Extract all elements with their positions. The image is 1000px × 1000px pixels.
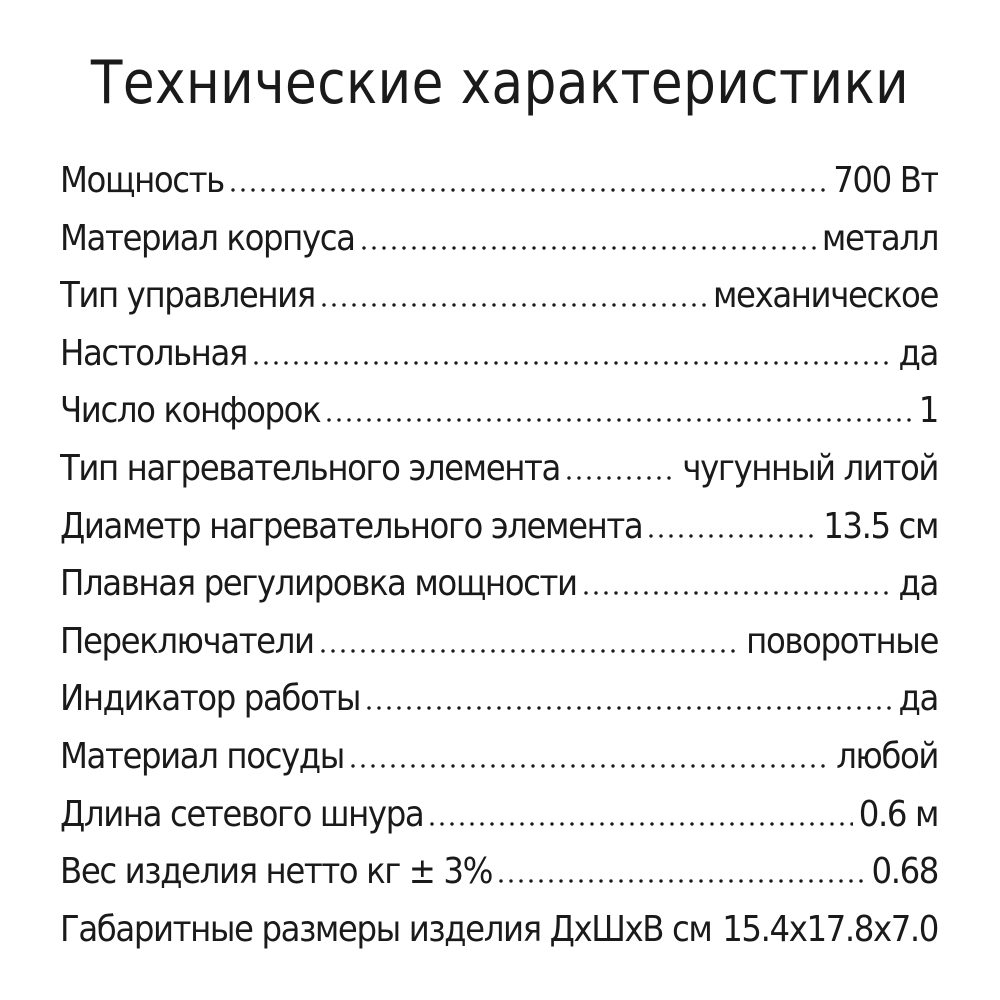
spec-label: Число конфорок xyxy=(60,390,321,432)
dot-leader xyxy=(324,418,913,422)
spec-row-cord-length xyxy=(60,786,938,844)
spec-row-tabletop xyxy=(60,325,938,383)
spec-row-control-type xyxy=(60,267,938,325)
spec-row-switches xyxy=(60,613,938,671)
spec-label: Материал корпуса xyxy=(60,217,355,259)
spec-label: Настольная xyxy=(60,332,247,374)
spec-row-heating-element-type xyxy=(60,440,938,498)
spec-value: металл xyxy=(821,217,938,259)
spec-row-cookware-material xyxy=(60,728,938,786)
dot-leader xyxy=(715,937,716,941)
spec-value: 0.68 xyxy=(871,851,938,893)
spec-value: да xyxy=(898,678,938,720)
spec-label: Материал посуды xyxy=(60,735,344,777)
dot-leader xyxy=(348,764,830,768)
spec-label: Индикатор работы xyxy=(60,678,361,720)
spec-list xyxy=(60,152,938,958)
spec-row-power xyxy=(60,152,938,210)
dot-leader xyxy=(228,188,827,192)
spec-label: Диаметр нагревательного элемента xyxy=(60,505,643,547)
spec-value: поворотные xyxy=(746,620,938,662)
spec-label: Тип управления xyxy=(60,275,315,317)
dot-leader xyxy=(251,361,893,365)
dot-leader xyxy=(319,303,707,307)
dot-leader xyxy=(646,534,817,538)
spec-row-body-material xyxy=(60,210,938,268)
spec-value: 13.5 см xyxy=(823,505,938,547)
spec-row-smooth-power-control xyxy=(60,555,938,613)
spec-label: Вес изделия нетто кг ± 3% xyxy=(60,851,492,893)
dot-leader xyxy=(581,591,893,595)
spec-value: чугунный литой xyxy=(682,447,938,489)
dot-leader xyxy=(364,706,893,710)
spec-row-dimensions xyxy=(60,901,938,959)
spec-row-burner-count xyxy=(60,382,938,440)
spec-value: 0.6 м xyxy=(858,793,938,835)
spec-row-heating-element-diameter xyxy=(60,498,938,556)
page-title: Технические характеристики xyxy=(90,48,910,118)
spec-label: Габаритные размеры изделия ДхШхВ см xyxy=(60,908,712,950)
spec-value: любой xyxy=(836,735,938,777)
dot-leader xyxy=(496,879,866,883)
spec-value: 700 Вт xyxy=(833,160,938,201)
spec-value: да xyxy=(898,563,938,605)
spec-row-power-indicator xyxy=(60,670,938,728)
spec-label: Тип нагревательного элемента xyxy=(60,447,560,489)
spec-value: 1 xyxy=(918,390,938,432)
spec-value: да xyxy=(898,332,938,374)
spec-row-net-weight xyxy=(60,843,938,901)
dot-leader xyxy=(318,649,741,653)
spec-label: Переключатели xyxy=(60,620,314,662)
spec-label: Плавная регулировка мощности xyxy=(60,563,577,605)
dot-leader xyxy=(427,822,852,826)
spec-label: Мощность xyxy=(60,160,224,201)
spec-value: 15.4х17.8х7.0 xyxy=(722,908,938,950)
spec-value: механическое xyxy=(713,275,938,317)
dot-leader xyxy=(359,246,816,250)
dot-leader xyxy=(564,476,676,480)
spec-label: Длина сетевого шнура xyxy=(60,793,424,835)
